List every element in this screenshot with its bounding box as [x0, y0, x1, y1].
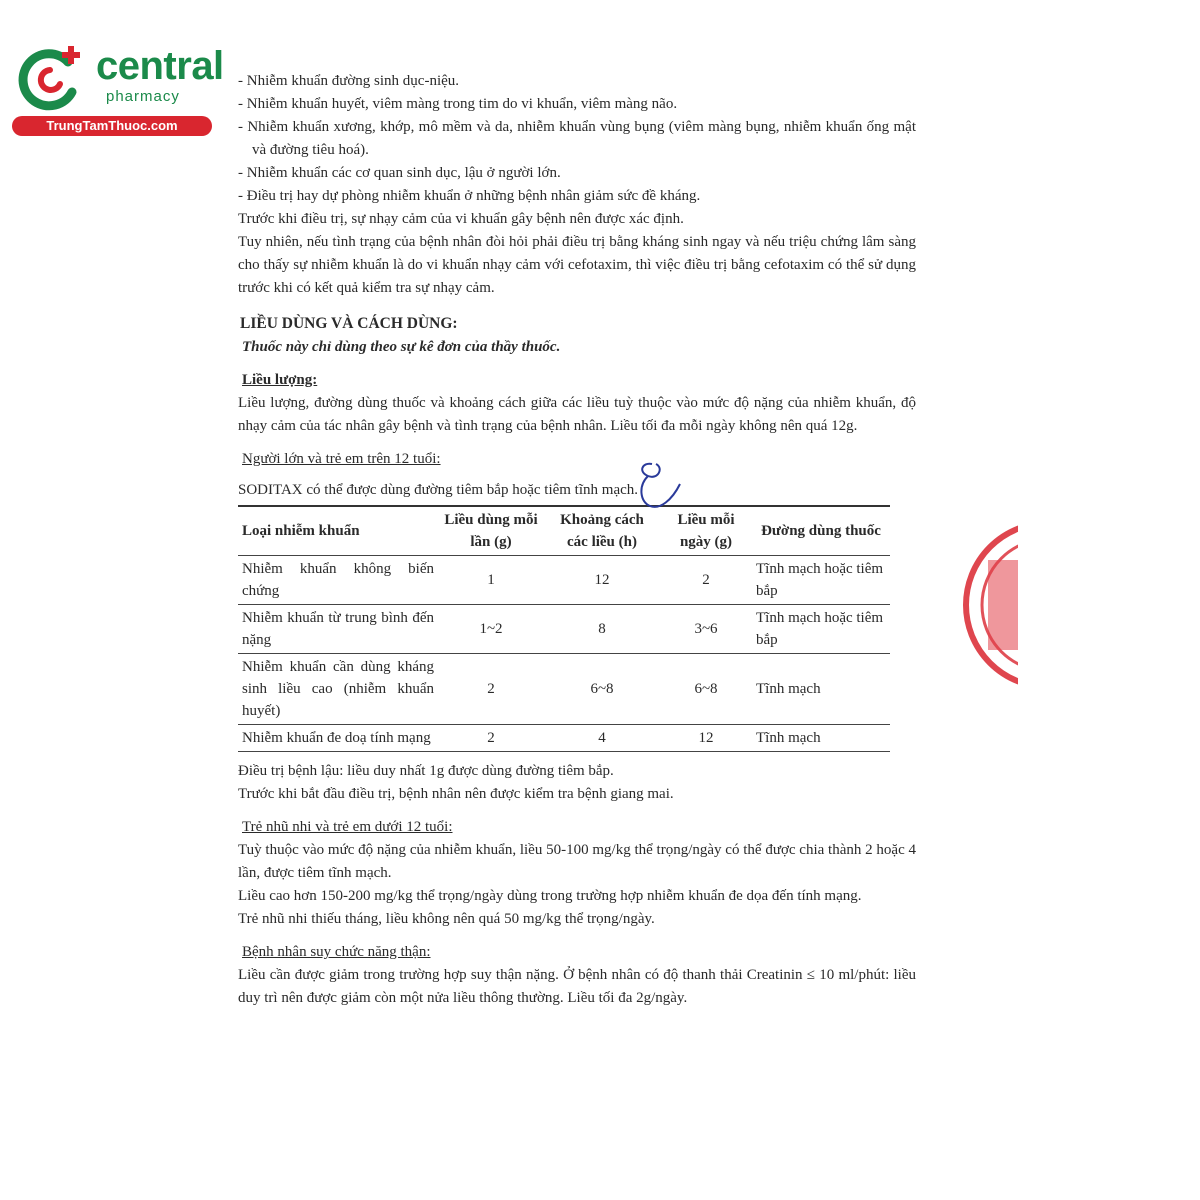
table-row [238, 605, 890, 654]
route: Tĩnh mạch [752, 654, 890, 725]
indication-item: - Nhiễm khuẩn huyết, viêm màng trong tim do vi khuẩn, viêm màng não. [238, 96, 678, 112]
empirical-note: Tuy nhiên, nếu tình trạng của bệnh nhân đòi hỏi phải điều trị bằng kháng sinh ngay và nếu triệu chứng lâm sàng cho thấy sự nhiễm khuẩn là do vi khuẩn nhạy cảm với cefotaxim, thì việc điều trị bằng cefotaxim có thể sử dụng trước khi có kết quả kiểm tra sự nhạy cảm. [238, 234, 916, 296]
daily-dose: 6~8 [660, 654, 752, 725]
brand-sub: pharmacy [106, 88, 180, 105]
brand-site: TrungTamThuoc.com [12, 116, 212, 136]
prescription-note: Thuốc này chỉ dùng theo sự kê đơn của thầy thuốc. [242, 339, 561, 355]
dose-per-time: 2 [438, 725, 544, 752]
renal-heading: Bệnh nhân suy chức năng thận: [242, 944, 431, 960]
dosage-table [238, 505, 890, 752]
dose-interval: 6~8 [544, 654, 660, 725]
table-header-row [238, 506, 890, 556]
daily-dose: 3~6 [660, 605, 752, 654]
column-header: Liều mỗi ngày (g) [660, 506, 752, 556]
dosage-heading: LIỀU DÙNG VÀ CÁCH DÙNG: [240, 315, 458, 332]
document-body [238, 70, 916, 1010]
route: Tĩnh mạch hoặc tiêm bắp [752, 556, 890, 605]
dose-per-time: 1 [438, 556, 544, 605]
dose-text: Liều lượng, đường dùng thuốc và khoảng cách giữa các liều tuỳ thuộc vào mức độ nặng của nhiễm khuẩn, độ nhạy cảm của tác nhân gây bệnh và tình trạng của bệnh nhân. Liều tối đa mỗi ngày không nên quá 12g. [238, 395, 916, 434]
sensitivity-note: Trước khi điều trị, sự nhạy cảm của vi khuẩn gây bệnh nên được xác định. [238, 211, 684, 227]
infection-type: Nhiễm khuẩn đe doạ tính mạng [238, 725, 438, 752]
indication-item: - Điều trị hay dự phòng nhiễm khuẩn ở những bệnh nhân giảm sức đề kháng. [238, 188, 701, 204]
infection-type: Nhiễm khuẩn không biến chứng [238, 556, 438, 605]
dose-interval: 12 [544, 556, 660, 605]
infection-type: Nhiễm khuẩn từ trung bình đến nặng [238, 605, 438, 654]
gonorrhea-note: Điều trị bệnh lậu: liều duy nhất 1g được dùng đường tiêm bắp. [238, 763, 614, 779]
dose-heading: Liều lượng: [242, 372, 318, 388]
indication-item: - Nhiễm khuẩn xương, khớp, mô mềm và da, nhiễm khuẩn vùng bụng (viêm màng bụng, nhiễm khuẩn ống mật và đường tiêu hoá). [238, 119, 916, 158]
column-header: Khoảng cách các liều (h) [544, 506, 660, 556]
children-text-2: Liều cao hơn 150-200 mg/kg thể trọng/ngày dùng trong trường hợp nhiễm khuẩn đe dọa đến tính mạng. [238, 888, 862, 904]
infection-type: Nhiễm khuẩn cần dùng kháng sinh liều cao (nhiễm khuẩn huyết) [238, 654, 438, 725]
column-header: Liều dùng mỗi lần (g) [438, 506, 544, 556]
dose-per-time: 1~2 [438, 605, 544, 654]
dose-interval: 4 [544, 725, 660, 752]
route: Tĩnh mạch [752, 725, 890, 752]
column-header: Đường dùng thuốc [752, 506, 890, 556]
children-text-3: Trẻ nhũ nhi thiếu tháng, liều không nên quá 50 mg/kg thể trọng/ngày. [238, 911, 655, 927]
renal-text: Liều cần được giảm trong trường hợp suy thận nặng. Ở bệnh nhân có độ thanh thải Creatinin ≤ 10 ml/phút: liều duy trì nên được giảm còn một nửa liều thông thường. Liều tối đa 2g/ngày. [238, 967, 916, 1006]
table-row [238, 556, 890, 605]
brand-logo [10, 38, 224, 138]
table-row [238, 725, 890, 752]
central-pharmacy-logo-icon [14, 44, 86, 116]
daily-dose: 12 [660, 725, 752, 752]
indication-item: - Nhiễm khuẩn các cơ quan sinh dục, lậu ở người lớn. [238, 165, 561, 181]
adult-heading: Người lớn và trẻ em trên 12 tuổi: [242, 451, 441, 467]
dose-per-time: 2 [438, 654, 544, 725]
dose-interval: 8 [544, 605, 660, 654]
column-header: Loại nhiễm khuẩn [238, 506, 438, 556]
table-row [238, 654, 890, 725]
red-stamp-icon [958, 520, 1018, 690]
indication-item: - Nhiễm khuẩn đường sinh dục-niệu. [238, 73, 460, 89]
daily-dose: 2 [660, 556, 752, 605]
adult-intro: SODITAX có thể được dùng đường tiêm bắp hoặc tiêm tĩnh mạch. [238, 482, 639, 498]
children-heading: Trẻ nhũ nhi và trẻ em dưới 12 tuổi: [242, 819, 453, 835]
route: Tĩnh mạch hoặc tiêm bắp [752, 605, 890, 654]
children-text-1: Tuỳ thuộc vào mức độ nặng của nhiễm khuẩn, liều 50-100 mg/kg thể trọng/ngày có thể được chia thành 2 hoặc 4 lần, được tiêm tĩnh mạch. [238, 842, 916, 881]
brand-name: central [96, 44, 224, 88]
handwritten-signature-icon [628, 460, 688, 515]
syphilis-note: Trước khi bắt đầu điều trị, bệnh nhân nên được kiểm tra bệnh giang mai. [238, 786, 674, 802]
